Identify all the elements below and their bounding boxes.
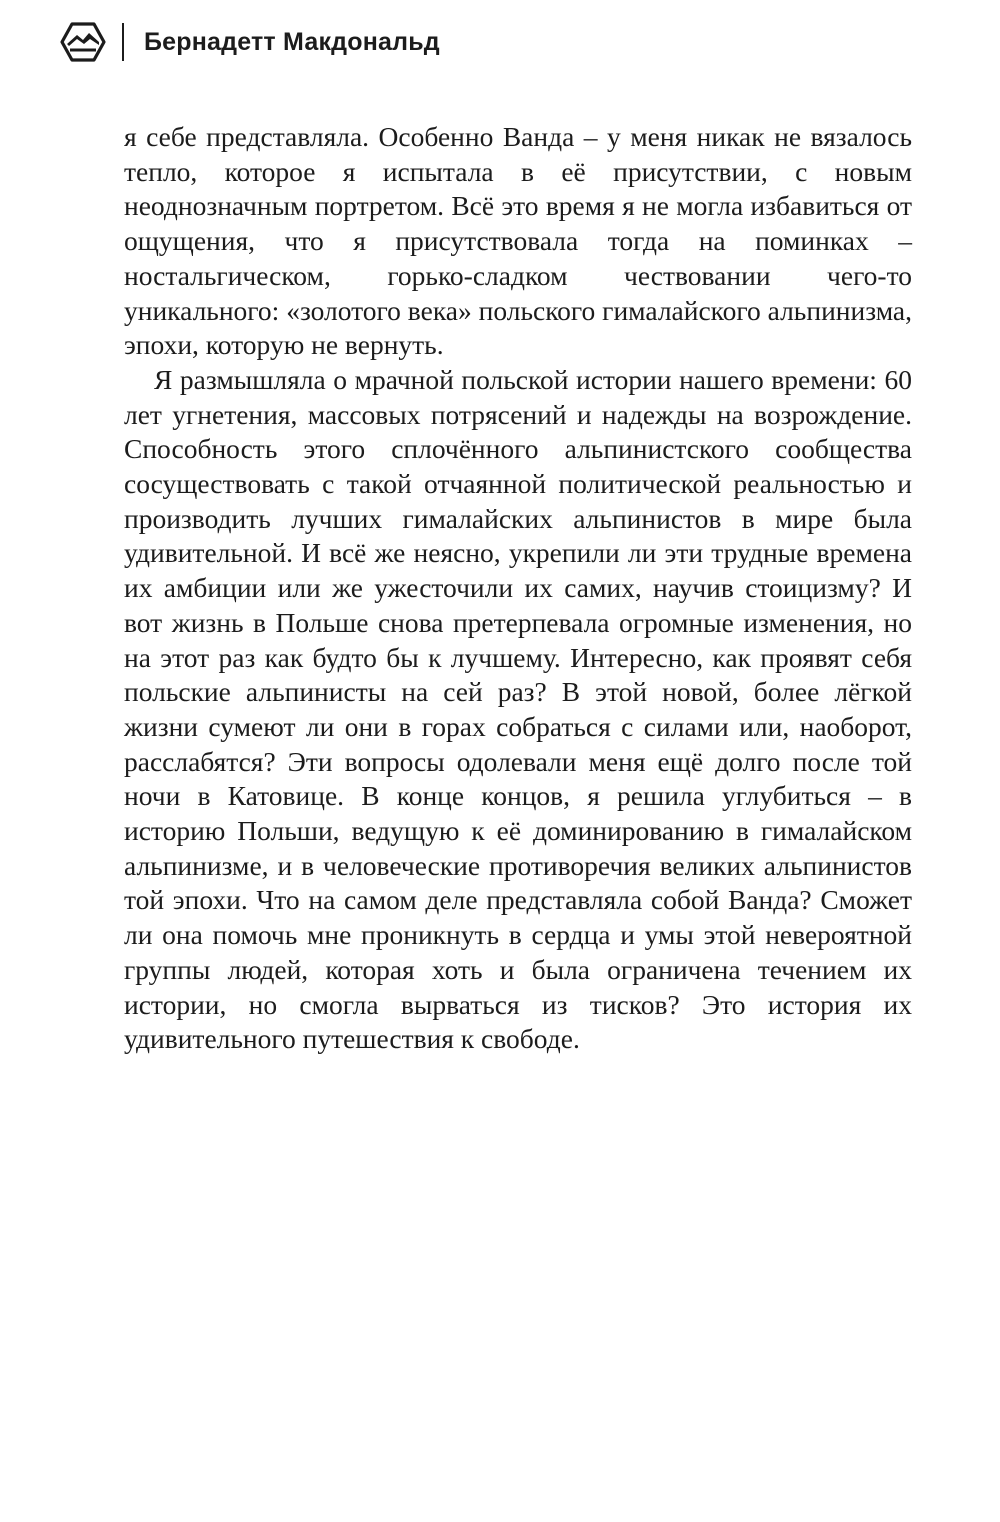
body-text [124,120,912,1057]
mountain-hexagon-icon [60,22,106,62]
header-divider [122,23,124,61]
paragraph: я себе представляла. Особенно Ванда – у меня никак не вязалось тепло, которое я испытала в её присутствии, с новым неоднозначным портретом. Всё это время я не могла избавиться от ощущения, что я присутствовала тогда на поминках – ностальгическом, горько-сладком чествовании чего-то уникального: «золотого века» польского гималайского альпинизма, эпохи, которую не вернуть. [124,121,912,361]
author-name: Бернадетт Макдональд [144,27,440,56]
paragraph: Я размышляла о мрачной польской истории нашего времени: 60 лет угнетения, массовых потрясений и надежды на возрождение. Способность этого сплочённого альпинистского сообщества сосуществовать с такой отчаянной политической реальностью и производить лучших гималайских альпинистов в мире была удивительной. И всё же неясно, укрепили ли эти трудные времена их амбиции или же ужесточили их самих, научив стоицизму? И вот жизнь в Польше снова претерпевала огромные изменения, но на этот раз как будто бы к лучшему. Интересно, как проявят себя польские альпинисты на сей раз? В этой новой, более лёгкой жизни сумеют ли они в горах собраться с силами или, наоборот, расслабятся? Эти вопросы одолевали меня ещё долго после той ночи в Катовице. В конце концов, я решила углубиться – в историю Польши, ведущую к её доминированию в гималайском альпинизме, и в человеческие противоречия великих альпинистов той эпохи. Что на самом деле представляла собой Ванда? Сможет ли она помочь мне проникнуть в сердца и умы этой невероятной группы людей, которая хоть и была ограничена течением их истории, но смогла вырваться из тисков? Это история их удивительного путешествия к свободе. [124,363,912,1055]
running-header [60,20,440,64]
